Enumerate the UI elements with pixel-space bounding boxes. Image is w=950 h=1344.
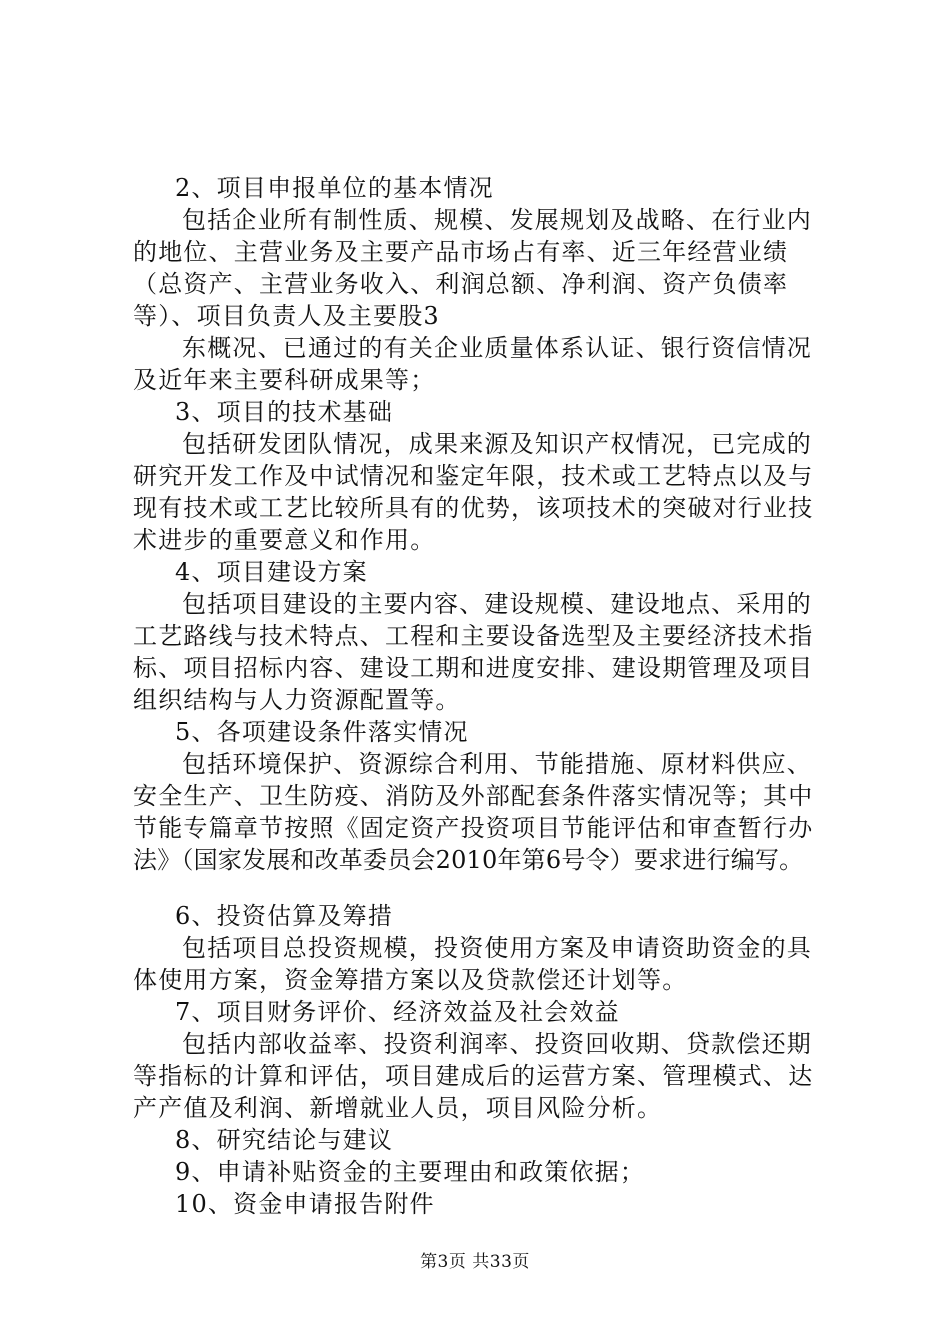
paragraph-line: （总资产、主营业务收入、利润总额、净利润、资产负债率 xyxy=(133,270,789,298)
section-heading: 6、投资估算及筹措 xyxy=(175,902,394,930)
section-heading: 10、资金申请报告附件 xyxy=(175,1190,435,1218)
section-heading: 7、项目财务评价、经济效益及社会效益 xyxy=(175,998,620,1026)
paragraph-line: 等指标的计算和评估，项目建成后的运营方案、管理模式、达 xyxy=(133,1062,814,1090)
page-footer: 第3页 共33页 xyxy=(420,1252,530,1272)
paragraph-line: 节能专篇章节按照《固定资产投资项目节能评估和审查暂行办 xyxy=(133,814,814,842)
paragraph-line: 的地位、主营业务及主要产品市场占有率、近三年经营业绩 xyxy=(133,238,789,266)
paragraph-line: 包括项目建设的主要内容、建设规模、建设地点、采用的 xyxy=(182,590,812,618)
paragraph-line: 术进步的重要意义和作用。 xyxy=(133,526,436,554)
paragraph-line: 包括项目总投资规模，投资使用方案及申请资助资金的具 xyxy=(182,934,812,962)
section-heading: 3、项目的技术基础 xyxy=(175,398,394,426)
section-heading: 2、项目申报单位的基本情况 xyxy=(175,174,494,202)
paragraph-line: 等）、项目负责人及主要股3 xyxy=(133,302,440,330)
section-heading: 4、项目建设方案 xyxy=(175,558,368,586)
paragraph-line: 产产值及利润、新增就业人员，项目风险分析。 xyxy=(133,1094,663,1122)
paragraph-line: 组织结构与人力资源配置等。 xyxy=(133,686,461,714)
section-heading: 9、申请补贴资金的主要理由和政策依据； xyxy=(175,1158,646,1186)
paragraph-line: 包括研发团队情况，成果来源及知识产权情况，已完成的 xyxy=(182,430,812,458)
section-heading: 5、各项建设条件落实情况 xyxy=(175,718,469,746)
paragraph-line: 工艺路线与技术特点、工程和主要设备选型及主要经济技术指 xyxy=(133,622,814,650)
paragraph-line: 现有技术或工艺比较所具有的优势，该项技术的突破对行业技 xyxy=(133,494,814,522)
paragraph-line: 体使用方案，资金筹措方案以及贷款偿还计划等。 xyxy=(133,966,688,994)
paragraph-line: 标、项目招标内容、建设工期和进度安排、建设期管理及项目 xyxy=(133,654,814,682)
paragraph-line: 研究开发工作及中试情况和鉴定年限，技术或工艺特点以及与 xyxy=(133,462,814,490)
section-heading: 8、研究结论与建议 xyxy=(175,1126,394,1154)
paragraph-line: 东概况、已通过的有关企业质量体系认证、银行资信情况 xyxy=(182,334,812,362)
paragraph-line: 及近年来主要科研成果等； xyxy=(133,366,436,394)
paragraph-line: 包括内部收益率、投资利润率、投资回收期、贷款偿还期 xyxy=(182,1030,812,1058)
paragraph-line: 包括企业所有制性质、规模、发展规划及战略、在行业内 xyxy=(182,206,812,234)
paragraph-line: 包括环境保护、资源综合利用、节能措施、原材料供应、 xyxy=(182,750,812,778)
paragraph-line: 法》（国家发展和改革委员会2010年第6号令）要求进行编写。 xyxy=(133,846,804,874)
paragraph-line: 安全生产、卫生防疫、消防及外部配套条件落实情况等；其中 xyxy=(133,782,814,810)
